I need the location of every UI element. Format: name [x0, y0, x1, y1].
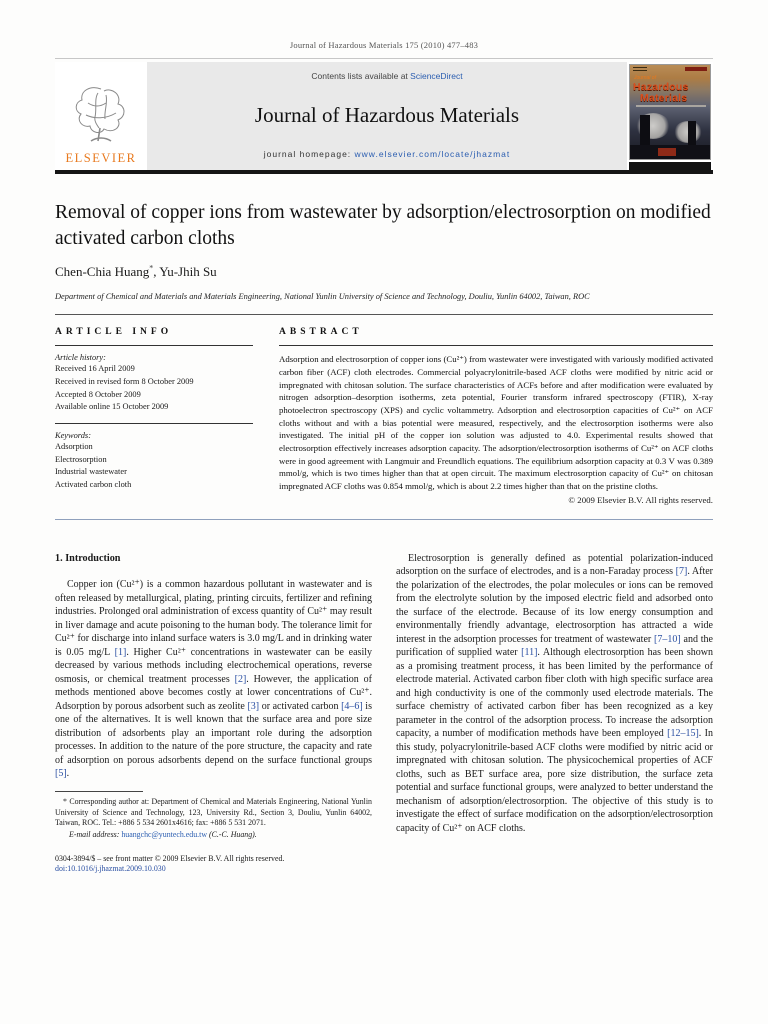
sciencedirect-link[interactable]: ScienceDirect [410, 71, 463, 81]
keywords-divider [55, 423, 253, 424]
history-item: Available online 15 October 2009 [55, 402, 169, 412]
journal-title: Journal of Hazardous Materials [254, 102, 520, 127]
elsevier-wordmark: ELSEVIER [65, 151, 137, 165]
cover-bottom-band [629, 162, 711, 170]
introduction-paragraph-left: Copper ion (Cu²⁺) is a common hazardous pollutant in wastewater and is often released by metallurgical, plating, printing circuits, fertilizer and refining industries. Prolonged oral administration of excess quantity of Cu²⁺ may result in liver damage and acute poisoning to the human body. The tolerance limit for Cu²⁺ for discharge into inland surface waters is 3.0 mg/L and in drinking water is 0.05 mg/L [1]. Higher Cu²⁺ concentrations in wastewater can be easily decreased by various methods including electrochemical operations, reverse osmosis, or chemical treatment processes [2]. However, the application of methods mentioned above becomes costly at lower concentrations of Cu²⁺. Adsorption by porous adsorbent such as zeolite [3] or activated carbon [4–6] is one of the alternatives. It is well known that the surface area and pore size distribution of adsorbents play an important role during the adsorption processes. In addition to the nature of the pore structure, the capacity and rate of adsorption on porous adsorbents depend on the surface functional groups [5]. [55, 579, 373, 780]
info-abstract-section [55, 327, 713, 504]
elsevier-tree-icon [70, 83, 132, 149]
footnote-text: * Corresponding author at: Department of Chemical and Materials Engineering, National Yunlin University of Science and Technology, 123, University Rd., Section 3, Douliu, Yunlin 64002, Taiwan, ROC. Tel.: +886 5 534 2601x4616; fax: +886 5 531 2071. [55, 796, 372, 828]
masthead-band [147, 62, 627, 170]
citation-ref[interactable]: [5] [55, 768, 67, 780]
cover-title-line1: Hazardous [633, 81, 689, 93]
doi-link[interactable]: doi:10.1016/j.jhazmat.2009.10.030 [55, 864, 166, 874]
footnote-email-line [55, 830, 372, 841]
citation-ref[interactable]: [7–10] [654, 633, 681, 645]
email-suffix: (C.-C. Huang). [207, 829, 257, 839]
article-title: Removal of copper ions from wastewater by adsorption/electrosorption on modified activated carbon cloths [55, 202, 711, 249]
corresponding-author-mark: * [149, 264, 154, 274]
email-link[interactable]: huangchc@yuntech.edu.tw [121, 829, 208, 839]
imprint-block [55, 854, 372, 875]
cover-top-right-mark [685, 67, 707, 71]
corresponding-author-footnote [55, 791, 372, 841]
masthead [55, 62, 713, 170]
abstract-rule [279, 345, 713, 346]
abstract-heading: ABSTRACT [279, 327, 363, 338]
masthead-bottom-rule [55, 170, 713, 174]
abstract-text: Adsorption and electrosorption of copper ions (Cu²⁺) from wastewater were investigated with variously modified activated carbon fiber (ACF) cloth electrodes. Commercial polyacrylonitrile-based ACF cloths were modified by nitric acid or impregnated with chitosan solution. The surface characteristics of ACFs before and after modification were evaluated by nitrogen adsorption–desorption isotherms, zeta potential, Fourier transform infrared spectroscopy (FTIR), X-ray photoelectron spectroscopy (XPS) and cyclic voltammetry. Adsorption and electrosorption capacities of Cu²⁺ on ACF cloths without and with a bias potential were measured, respectively, and the electrosorption isotherms were also investigated. The initial pH of the copper ion solution was adjusted to 4.0. Experimental results showed that electrosorption effectively increases adsorption capacity. The adsorption/electrosorption isotherms of Cu²⁺ on ACF cloths were in good agreement with Langmuir and Freundlich equations. The equilibrium adsorption capacity at 0.3 V was 0.389 mmol/g, which is two times higher than that at open circuit. The maximum electrosorption capacity of Cu²⁺ on chitosan impregnated ACF cloths was 0.854 mmol/g, which is about 2.2 times higher than that on the pristine cloths. [279, 354, 713, 492]
introduction-heading: 1. Introduction [55, 552, 121, 564]
journal-cover-image [629, 64, 711, 160]
article-info-heading: ARTICLE INFO [55, 327, 173, 338]
citation-ref[interactable]: [12–15] [667, 728, 699, 740]
abstract-bottom-rule [55, 519, 713, 520]
header-divider [55, 58, 713, 59]
issn-line: 0304-3894/$ – see front matter © 2009 Elsevier B.V. All rights reserved. [55, 853, 285, 863]
running-head-citation: Journal of Hazardous Materials 175 (2010) 477–483 [289, 40, 479, 50]
right-column [396, 552, 713, 875]
keywords-label: Keywords: [55, 430, 91, 440]
journal-cover-thumbnail [627, 62, 713, 170]
citation-ref[interactable]: [11] [521, 647, 538, 659]
article-info-column [55, 327, 253, 504]
affiliation: Department of Chemical and Materials and Materials Engineering, National Yunlin University of Science and Technology, Douliu, Yunlin 64002, Taiwan, ROC [55, 292, 590, 302]
article-info-rule [55, 345, 253, 346]
title-block-divider [55, 314, 713, 315]
author-list: Chen-Chia Huang*, Yu-Jhih Su [55, 264, 217, 280]
keyword-item: Industrial wastewater [55, 467, 127, 477]
contents-line [311, 71, 462, 81]
cover-title-line2: Materials [640, 92, 688, 104]
history-item: Received 16 April 2009 [55, 364, 135, 374]
keyword-item: Electrosorption [55, 454, 107, 464]
history-label: Article history: [55, 353, 106, 363]
homepage-url-link[interactable]: www.elsevier.com/locate/jhazmat [354, 149, 511, 159]
email-label: E-mail address: [69, 829, 122, 839]
history-item: Accepted 8 October 2009 [55, 389, 141, 399]
history-item: Received in revised form 8 October 2009 [55, 377, 194, 387]
left-column [55, 552, 372, 875]
elsevier-logo [55, 62, 147, 170]
keyword-item: Activated carbon cloth [55, 479, 132, 489]
homepage-label: journal homepage: [263, 149, 355, 159]
citation-ref[interactable]: [3] [247, 700, 260, 712]
contents-prefix: Contents lists available at [311, 71, 411, 81]
cover-brick-building [658, 148, 676, 156]
abstract-copyright: © 2009 Elsevier B.V. All rights reserved. [568, 494, 713, 505]
cover-subtitle-rule [636, 105, 706, 107]
footnote-rule [55, 791, 143, 792]
cover-title-small: Journal of [634, 75, 656, 81]
cover-smokestack [640, 115, 650, 149]
citation-ref[interactable]: [7] [675, 566, 688, 578]
introduction-paragraph-right: Electrosorption is generally defined as potential polarization-induced adsorption on the surface of electrodes, and is a non-Faraday process [7]. After the polarization of the electrodes, the polar molecules or ions can be removed from the electrolyte solution by the imposed electric field and adsorbed onto the surface of the electrode. Because of its low energy consumption and environmentally friendly advantage, electrosorption has attracted a wide interest in the adsorption processes for treatment of wastewater [7–10] and the purification of supplied water [11]. Although electrosorption has been shown as a promising treatment process, it has been limited by the performance of electrode material. Activated carbon fiber cloth with high specific surface area and high conductivity is one of the commonly used electrode materials. The surface chemistry of activated carbon fiber has been recognized as a key parameter in the control of the adsorption process. To increase the adsorption capacity, a number of modification methods have been employed [12–15]. In this study, polyacrylonitrile-based ACF cloths were modified by nitric acid or impregnated with chitosan solution. The physicochemical properties of ACF cloths, such as BET surface area, pore size distribution, the surface zeta potential and surface functional groups, were analyzed to better understand the mechanism of adsorption/electrosorption. The objective of this study is to investigate the effect of surface modification on the adsorption/electrosorption capacity of Cu²⁺ on ACF cloths. [396, 552, 714, 834]
cover-top-text-marks [633, 67, 647, 73]
keyword-item: Adsorption [55, 441, 93, 451]
citation-ref[interactable]: [1] [114, 646, 127, 658]
abstract-column [279, 327, 713, 504]
citation-ref[interactable]: [4–6] [341, 700, 363, 712]
body-columns [55, 552, 713, 875]
citation-ref[interactable]: [2] [234, 673, 247, 685]
homepage-line [264, 149, 511, 159]
